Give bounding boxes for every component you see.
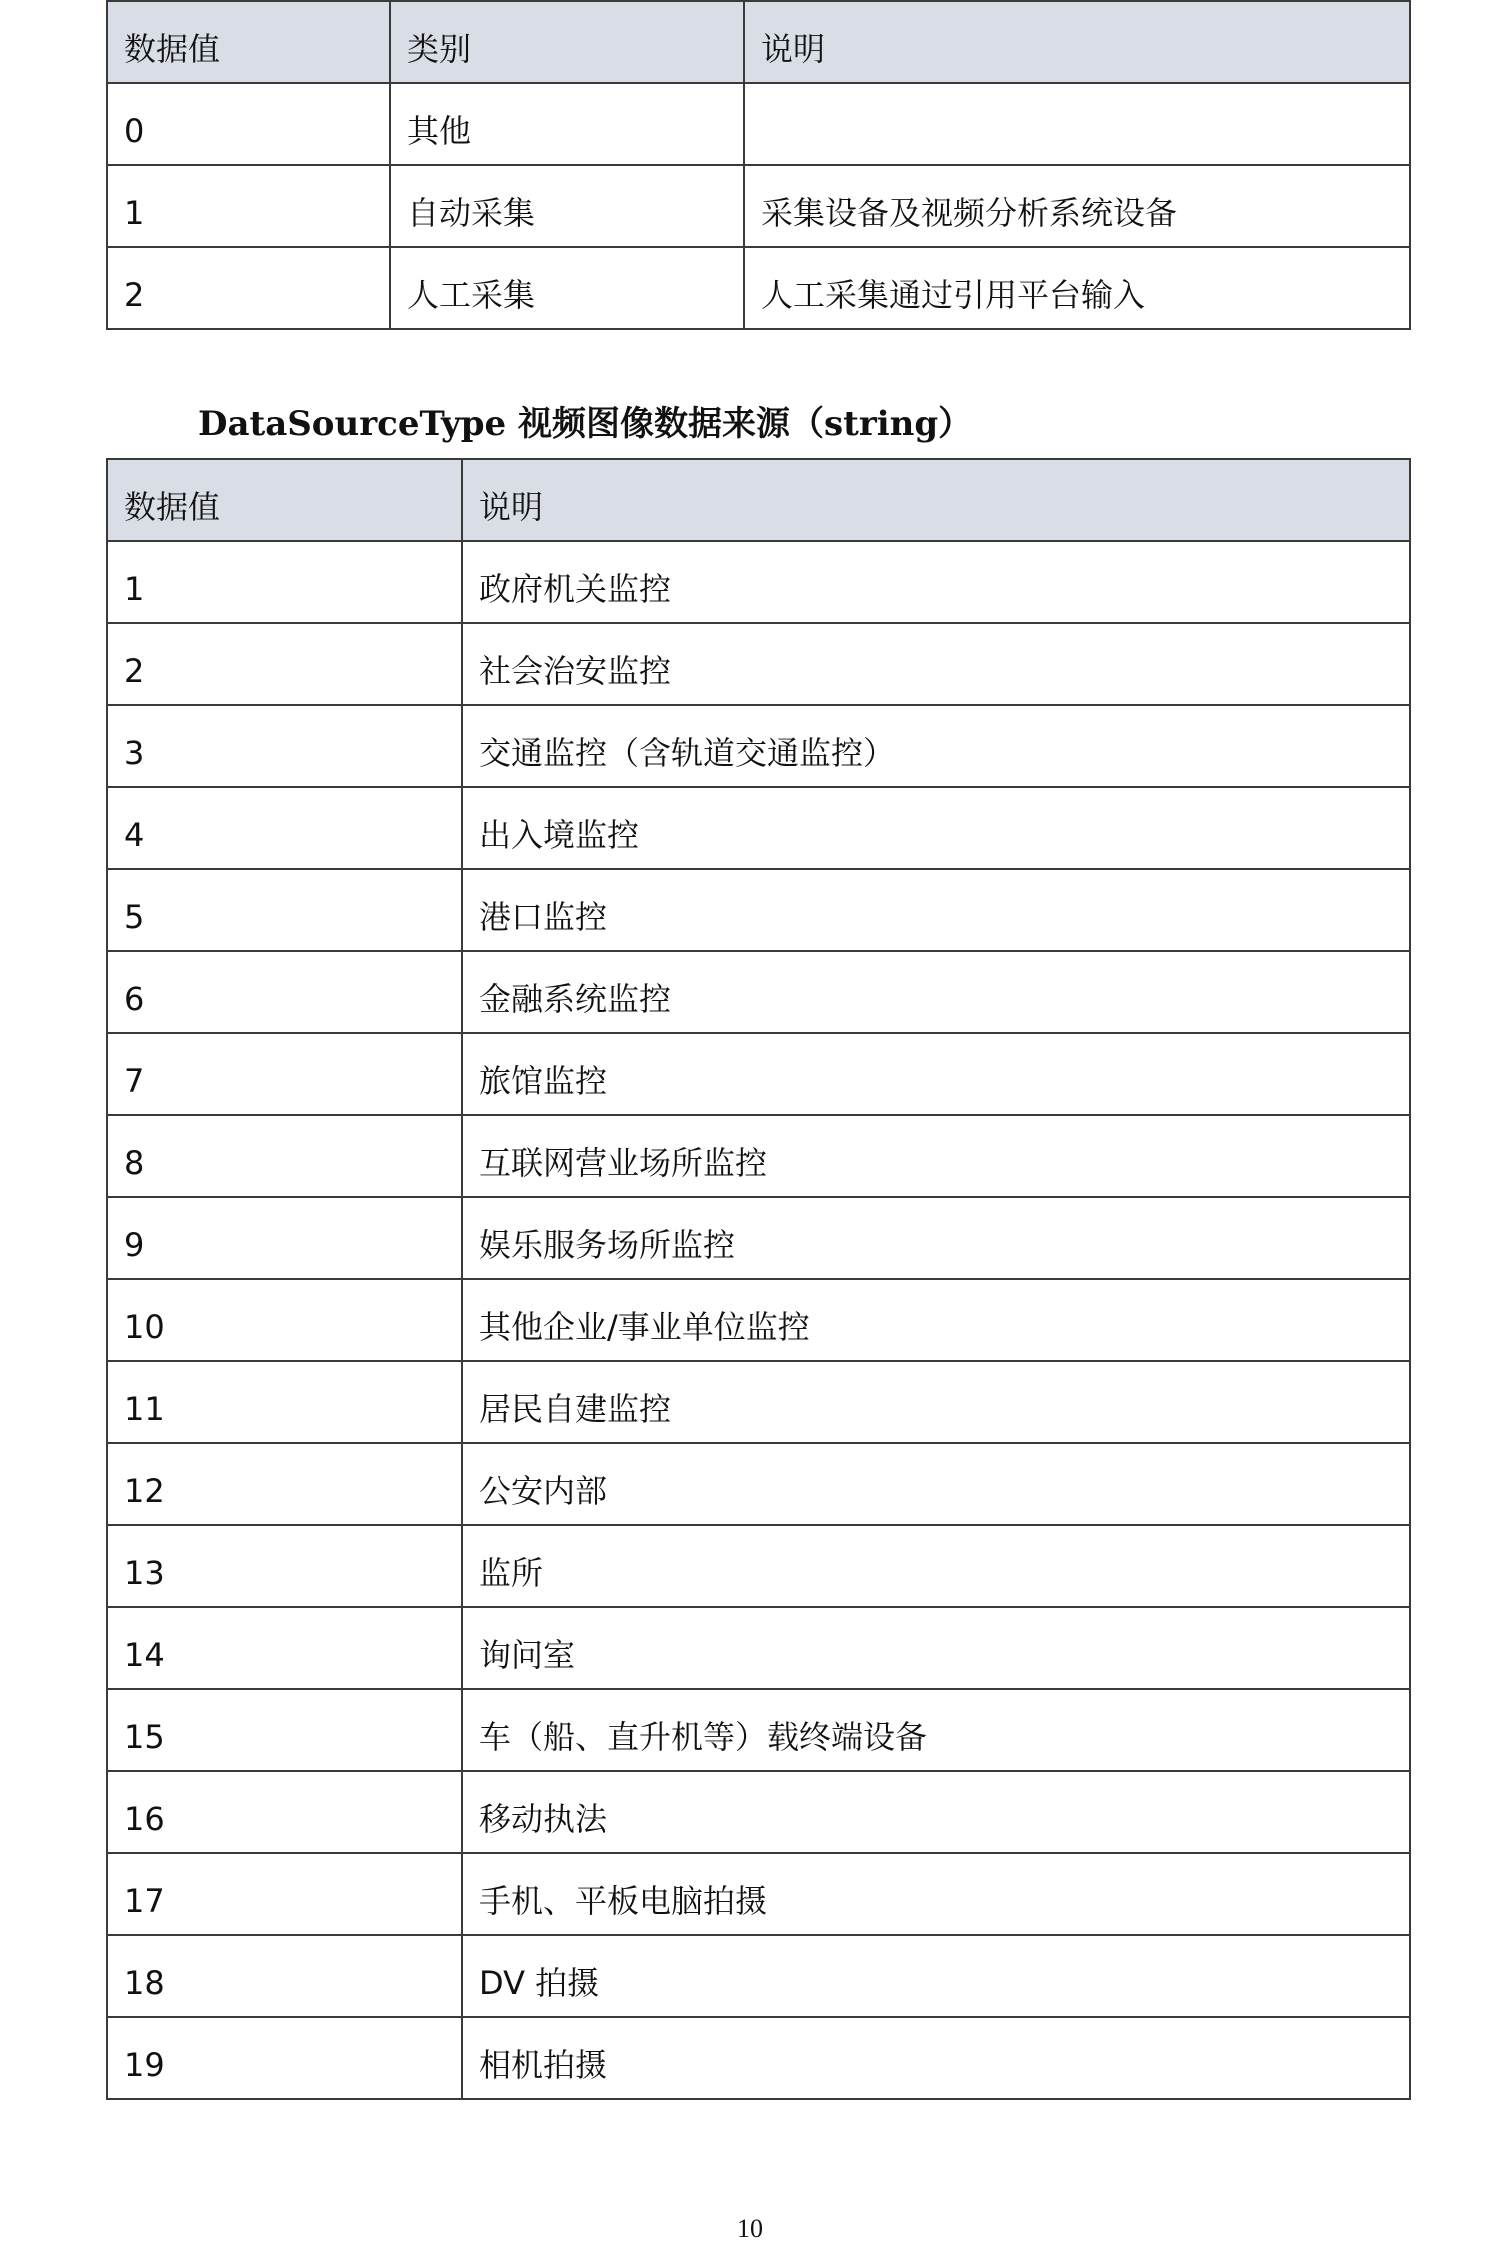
cell-value: 4	[107, 787, 462, 869]
cell-description: 社会治安监控	[462, 623, 1410, 705]
cell-value: 12	[107, 1443, 462, 1525]
cell-value: 15	[107, 1689, 462, 1771]
cell-description: 娱乐服务场所监控	[462, 1197, 1410, 1279]
cell-value: 1	[107, 541, 462, 623]
table-row	[107, 1689, 1410, 1771]
table-row	[107, 1279, 1410, 1361]
cell-value: 10	[107, 1279, 462, 1361]
table-row	[107, 541, 1410, 623]
cell-description: 相机拍摄	[462, 2017, 1410, 2099]
header-value: 数据值	[107, 459, 462, 541]
table-row	[107, 869, 1410, 951]
table-header-row	[107, 459, 1410, 541]
cell-value: 6	[107, 951, 462, 1033]
table-row	[107, 1443, 1410, 1525]
table-row	[107, 1853, 1410, 1935]
header-value: 数据值	[107, 1, 390, 83]
cell-description: 港口监控	[462, 869, 1410, 951]
cell-value: 0	[107, 83, 390, 165]
table-body	[107, 541, 1410, 2099]
cell-value: 2	[107, 247, 390, 329]
table-row	[107, 1115, 1410, 1197]
cell-description: 采集设备及视频分析系统设备	[744, 165, 1410, 247]
data-source-type-table	[106, 458, 1411, 2100]
cell-description: 互联网营业场所监控	[462, 1115, 1410, 1197]
cell-description: DV 拍摄	[462, 1935, 1410, 2017]
cell-description: 金融系统监控	[462, 951, 1410, 1033]
cell-description: 手机、平板电脑拍摄	[462, 1853, 1410, 1935]
cell-value: 14	[107, 1607, 462, 1689]
header-description: 说明	[744, 1, 1410, 83]
table-row	[107, 83, 1410, 165]
cell-description: 监所	[462, 1525, 1410, 1607]
cell-description: 车（船、直升机等）载终端设备	[462, 1689, 1410, 1771]
table-row	[107, 1033, 1410, 1115]
cell-description: 人工采集通过引用平台输入	[744, 247, 1410, 329]
cell-description: 政府机关监控	[462, 541, 1410, 623]
cell-description: 其他企业/事业单位监控	[462, 1279, 1410, 1361]
table-row	[107, 623, 1410, 705]
cell-value: 16	[107, 1771, 462, 1853]
table-header-row	[107, 1, 1410, 83]
cell-category: 其他	[390, 83, 744, 165]
cell-description: 交通监控（含轨道交通监控）	[462, 705, 1410, 787]
cell-description	[744, 83, 1410, 165]
header-category: 类别	[390, 1, 744, 83]
table-row	[107, 247, 1410, 329]
cell-description: 出入境监控	[462, 787, 1410, 869]
cell-category: 自动采集	[390, 165, 744, 247]
cell-description: 公安内部	[462, 1443, 1410, 1525]
cell-value: 11	[107, 1361, 462, 1443]
table-row	[107, 1525, 1410, 1607]
cell-value: 13	[107, 1525, 462, 1607]
table-row	[107, 951, 1410, 1033]
table-row	[107, 787, 1410, 869]
table-row	[107, 1935, 1410, 2017]
page-number: 10	[737, 2214, 763, 2243]
cell-value: 19	[107, 2017, 462, 2099]
table-row	[107, 165, 1410, 247]
cell-value: 3	[107, 705, 462, 787]
cell-value: 2	[107, 623, 462, 705]
cell-value: 1	[107, 165, 390, 247]
table-row	[107, 1197, 1410, 1279]
cell-description: 居民自建监控	[462, 1361, 1410, 1443]
header-description: 说明	[462, 459, 1410, 541]
table-row	[107, 1771, 1410, 1853]
table-row	[107, 1607, 1410, 1689]
cell-value: 5	[107, 869, 462, 951]
table-row	[107, 1361, 1410, 1443]
cell-value: 7	[107, 1033, 462, 1115]
table-row	[107, 705, 1410, 787]
cell-description: 移动执法	[462, 1771, 1410, 1853]
section-title: DataSourceType 视频图像数据来源（string）	[198, 404, 973, 444]
cell-description: 旅馆监控	[462, 1033, 1410, 1115]
cell-value: 9	[107, 1197, 462, 1279]
cell-description: 询问室	[462, 1607, 1410, 1689]
table-row	[107, 2017, 1410, 2099]
cell-value: 17	[107, 1853, 462, 1935]
cell-value: 18	[107, 1935, 462, 2017]
category-table	[106, 0, 1411, 330]
cell-category: 人工采集	[390, 247, 744, 329]
cell-value: 8	[107, 1115, 462, 1197]
